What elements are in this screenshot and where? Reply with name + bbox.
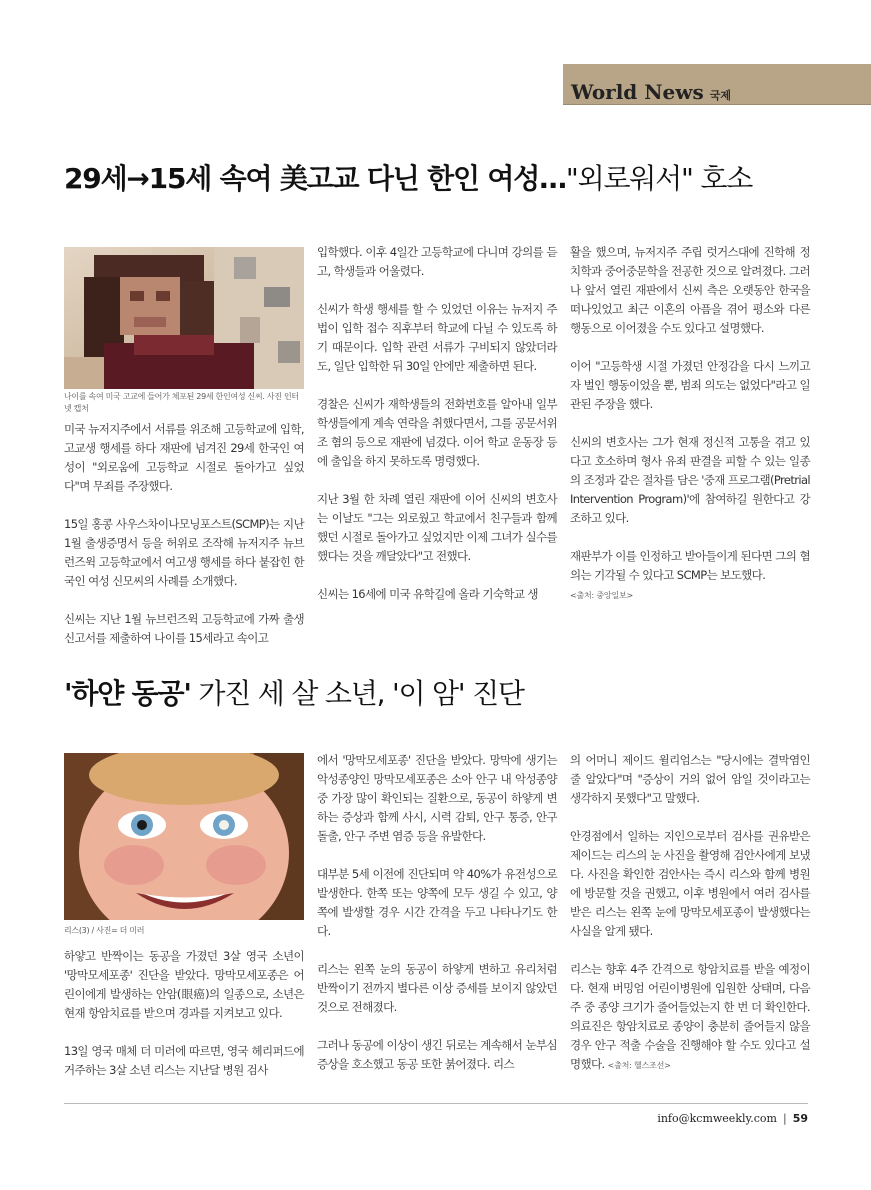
page-footer <box>657 1112 808 1125</box>
article1-photo-caption: 나이를 속여 미국 고교에 들어가 체포된 29세 한인여성 신씨. 사진 인터넷 캡처 <box>64 392 299 413</box>
paragraph: 신씨는 16세에 미국 유학길에 올라 기숙학교 생 <box>317 587 538 601</box>
paragraph: 하얗고 반짝이는 동공을 가졌던 3살 영국 소년이 '망막모세포종' 진단을 받았다. 망막모세포종은 어린이에게 발생하는 안암(眼癌)의 일종으로, 소년은 현재 항암치료를 받으며 경과를 지켜보고 있다. <box>64 949 304 1020</box>
paragraph: 미국 뉴저지주에서 서류를 위조해 고등학교에 입학, 고교생 행세를 하다 재판에 넘겨진 29세 한국인 여성이 "외로움에 고등학교 시절로 돌아가고 싶었다"며 무죄를 주장했다. <box>64 422 304 493</box>
article1-headline-bold: 29세→15세 속여 美고교 다닌 한인 여성… <box>64 162 566 195</box>
article1-column-3 <box>570 243 810 605</box>
article1-headline <box>64 157 752 197</box>
paragraph: 에서 '망막모세포종' 진단을 받았다. 망막에 생기는 악성종양인 망막모세포종은 소아 안구 내 악성종양 중 가장 많이 확인되는 질환으로, 동공이 하얗게 변하는 증상과 함께 사시, 시력 감퇴, 안구 통증, 안구 돌출, 안구 주변 염증 등을 유발한다. <box>317 753 557 843</box>
paragraph: 의 어머니 제이드 윌리엄스는 "당시에는 결막염인 줄 알았다"며 "증상이 거의 없어 암일 것이라고는 생각하지 못했다"고 말했다. <box>570 753 810 805</box>
article1-photo <box>64 247 304 389</box>
paragraph-text: 리스는 향후 4주 간격으로 항암치료를 받을 예정이다. 현재 버밍엄 어린이병원에 입원한 상태며, 다음 주 중 종양 크기가 줄어들었는지 한 번 더 확인한다. 의료진은 항암치료로 종양이 충분히 줄어들지 않을 경우 안구 적출 수술을 진행해야 할 수도 있다고 설명했다. <box>570 962 810 1071</box>
article2-headline-bold: '하얀 동공' <box>64 677 191 710</box>
paragraph: 안경점에서 일하는 지인으로부터 검사를 권유받은 제이드는 리스의 눈 사진을 촬영해 검안사에게 보냈다. 사진을 확인한 검안사는 즉시 리스와 함께 병원에 방문할 것을 권했고, 이후 병원에서 여러 검사를 받은 리스는 왼쪽 눈에 망막모세포종이 발생했다는 사실을 알게 됐다. <box>570 829 810 938</box>
article2-column-2 <box>317 751 557 1074</box>
article2-column-1 <box>64 947 304 1080</box>
article1-headline-light: "외로워서" 호소 <box>565 162 753 195</box>
article2-column-3 <box>570 751 810 1075</box>
article1-source: <출처: 중앙일보> <box>570 591 634 600</box>
paragraph <box>570 960 810 1075</box>
paragraph: 경찰은 신씨가 재학생들의 전화번호를 알아내 일부 학생들에게 계속 연락을 취했다면서, 그를 공문서위조 혐의 등으로 재판에 넘겼다. 이어 학교 운동장 등에 출입을 하지 못하도록 명령했다. <box>317 397 557 468</box>
paragraph: 15일 홍콩 사우스차이나모닝포스트(SCMP)는 지난 1월 출생증명서 등을 허위로 조작해 뉴저지주 뉴브런즈윅 고등학교에서 여고생 행세를 하다 붙잡힌 한국인 여성 신모씨의 사례를 소개했다. <box>64 517 304 588</box>
article1-column-1 <box>64 420 304 648</box>
article2-photo <box>64 753 304 920</box>
paragraph: 그러나 동공에 이상이 생긴 뒤로는 계속해서 눈부심 증상을 호소했고 동공 또한 붉어졌다. 리스 <box>317 1038 557 1071</box>
paragraph: 이어 "고등학생 시절 가졌던 안정감을 다시 느끼고자 벌인 행동이었을 뿐, 범죄 의도는 없었다"라고 일관된 주장을 했다. <box>570 359 810 411</box>
paragraph: 입학했다. 이후 4일간 고등학교에 다니며 강의를 듣고, 학생들과 어울렸다. <box>317 245 557 278</box>
boy-face-photo <box>64 753 304 920</box>
paragraph: 리스는 왼쪽 눈의 동공이 하얗게 변하고 유리처럼 반짝이기 전까지 별다른 이상 증세를 보이지 않았던 것으로 전해졌다. <box>317 962 557 1014</box>
paragraph <box>570 547 810 605</box>
paragraph: 대부분 5세 이전에 진단되며 약 40%가 유전성으로 발생한다. 한쪽 또는 양쪽에 모두 생길 수 있고, 양쪽에 발생할 경우 시간 간격을 두고 나타나기도 한다. <box>317 867 557 938</box>
footer-divider <box>64 1103 808 1104</box>
page-number: 59 <box>792 1112 808 1125</box>
paragraph: 신씨는 지난 1월 뉴브런즈윅 고등학교에 가짜 출생신고서를 제출하여 나이를 15세라고 속이고 <box>64 612 304 645</box>
paragraph: 활을 했으며, 뉴저지주 주립 럿거스대에 진학해 정치학과 중어중문학을 전공한 것으로 알려졌다. 그러나 앞서 열린 재판에서 신씨 측은 오랫동안 한국을 떠나있었고 최근 이혼의 아픔을 겪어 평소와 다른 행동으로 이어졌을 수도 있다고 설명했다. <box>570 245 810 335</box>
paragraph-text: 재판부가 이를 인정하고 받아들이게 된다면 그의 혐의는 기각될 수 있다고 SCMP는 보도했다. <box>570 549 810 582</box>
section-title-en: World News <box>571 80 704 104</box>
footer-email: info@kcmweekly.com <box>657 1112 777 1125</box>
article2-headline <box>64 672 524 712</box>
footer-separator: | <box>782 1112 787 1125</box>
section-title <box>571 80 731 104</box>
article2-photo-caption: 리스(3) / 사진= 더 미러 <box>64 926 145 935</box>
article2-source: <출처: 헬스조선> <box>607 1061 671 1070</box>
article2-headline-light: 가진 세 살 소년, '이 암' 진단 <box>190 677 524 710</box>
paragraph: 신씨의 변호사는 그가 현재 정신적 고통을 겪고 있다고 호소하며 형사 유죄 판결을 피할 수 있는 일종의 조정과 같은 절차를 담은 '중재 프로그램(Pretrial Intervention Program)'에 참여하길 원한다고 강조하고 있다. <box>570 435 810 525</box>
paragraph: 신씨가 학생 행세를 할 수 있었던 이유는 뉴저지 주법이 입학 접수 직후부터 학교에 다닐 수 있도록 하기 때문이다. 입학 관련 서류가 구비되지 않았더라도, 일단 입학한 뒤 30일 안에만 제출하면 된다. <box>317 302 557 373</box>
paragraph: 지난 3월 한 차례 열린 재판에 이어 신씨의 변호사는 이날도 "그는 외로웠고 학교에서 친구들과 함께했던 시절로 돌아가고 싶었지만 이제 그녀가 실수를 했다는 것을 깨달았다"고 전했다. <box>317 492 557 563</box>
section-header <box>563 64 871 105</box>
paragraph: 13일 영국 매체 더 미러에 따르면, 영국 헤리퍼드에 거주하는 3살 소년 리스는 지난달 병원 검사 <box>64 1044 304 1077</box>
article1-column-2 <box>317 243 557 604</box>
section-title-ko: 국제 <box>709 89 731 102</box>
pixelated-woman-photo <box>64 247 304 389</box>
